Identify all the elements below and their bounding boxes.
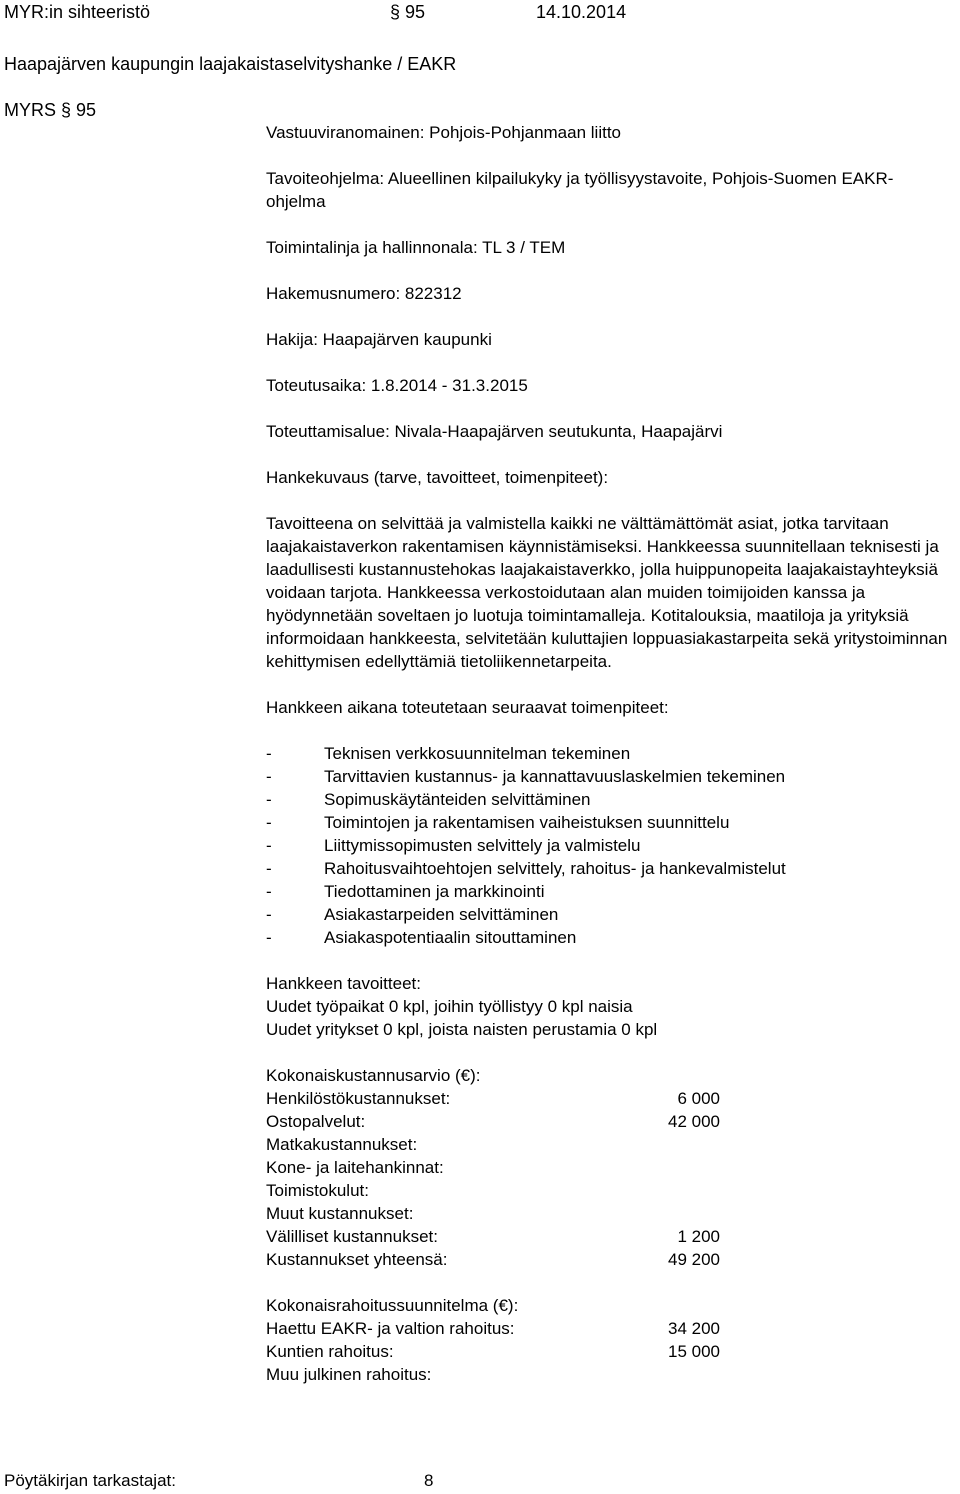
line-field: Toimintalinja ja hallinnonala: TL 3 / TEM <box>266 238 566 257</box>
list-item <box>266 742 952 765</box>
list-item-text: Asiakaspotentiaalin sitouttaminen <box>324 928 577 947</box>
list-dash: - <box>266 928 272 947</box>
list-item <box>266 765 952 788</box>
description-text: Tavoitteena on selvittää ja valmistella kaikki ne välttämättömät asiat, jotka tarvitaan laajakaistaverkon rakentamisen käynnistämiseksi. Hankkeessa suunnitellaan teknisesti ja laadullisesti kustannustehokas laajakaistaverkko, jolla huippunopeita laajakaistayhteyksiä voidaan tarjota. Hankkeessa verkostoidutaan alan muiden toimijoiden kanssa ja hyödynnetään soveltaen jo luotuja toimintamalleja. Kotitalouksia, maatiloja ja yrityksiä informoidaan hankkeesta, selvitetään kuluttajien loppuasiakastarpeita sekä yritystoiminnan kehittymisen edellyttämiä tietoliikennetarpeita. <box>266 514 948 671</box>
goals-companies: Uudet yritykset 0 kpl, joista naisten perustamia 0 kpl <box>266 1020 658 1039</box>
table-row <box>266 1248 952 1271</box>
area-field: Toteuttamisalue: Nivala-Haapajärven seutukunta, Haapajärvi <box>266 422 723 441</box>
table-row <box>266 1087 952 1110</box>
applicant-field: Hakija: Haapajärven kaupunki <box>266 330 492 349</box>
row-value: 6 000 <box>677 1089 720 1108</box>
page-footer <box>4 1469 434 1492</box>
row-label: Haettu EAKR- ja valtion rahoitus: <box>266 1319 515 1338</box>
row-label: Kuntien rahoitus: <box>266 1342 394 1361</box>
table-row <box>266 1317 952 1340</box>
list-item <box>266 926 952 949</box>
list-item-text: Liittymissopimusten selvittely ja valmistelu <box>324 836 641 855</box>
list-item <box>266 788 952 811</box>
table-row <box>266 1110 952 1133</box>
row-label: Toimistokulut: <box>266 1181 369 1200</box>
description-heading: Hankekuvaus (tarve, tavoitteet, toimenpiteet): <box>266 468 609 487</box>
table-row <box>266 1340 952 1363</box>
programme-field: Tavoiteohjelma: Alueellinen kilpailukyky ja työllisyystavoite, Pohjois-Suomen EAKR-ohjelma <box>266 169 894 211</box>
table-row <box>266 1133 952 1156</box>
list-dash: - <box>266 836 272 855</box>
goals-heading: Hankkeen tavoitteet: <box>266 974 421 993</box>
table-row <box>266 1202 952 1225</box>
row-label: Muu julkinen rahoitus: <box>266 1365 432 1384</box>
table-row <box>266 1225 952 1248</box>
period-field: Toteutusaika: 1.8.2014 - 31.3.2015 <box>266 376 528 395</box>
list-dash: - <box>266 905 272 924</box>
row-label: Henkilöstökustannukset: <box>266 1089 451 1108</box>
myrs-reference: MYRS § 95 <box>4 100 97 120</box>
goals-jobs: Uudet työpaikat 0 kpl, joihin työllistyy 0 kpl naisia <box>266 997 633 1016</box>
list-item <box>266 880 952 903</box>
row-value: 34 200 <box>668 1319 720 1338</box>
list-dash: - <box>266 767 272 786</box>
document-body <box>266 121 952 1386</box>
list-item <box>266 857 952 880</box>
costs-heading: Kokonaiskustannusarvio (€): <box>266 1066 481 1085</box>
page-number: 8 <box>424 1471 434 1490</box>
row-value: 49 200 <box>668 1250 720 1269</box>
list-dash: - <box>266 790 272 809</box>
list-item <box>266 834 952 857</box>
footer-label: Pöytäkirjan tarkastajat: <box>4 1471 176 1490</box>
document-header <box>4 0 944 24</box>
table-row <box>266 1363 952 1386</box>
list-dash: - <box>266 859 272 878</box>
list-dash: - <box>266 882 272 901</box>
row-label: Kustannukset yhteensä: <box>266 1250 448 1269</box>
list-item-text: Asiakastarpeiden selvittäminen <box>324 905 559 924</box>
list-dash: - <box>266 813 272 832</box>
list-item-text: Sopimuskäytänteiden selvittäminen <box>324 790 591 809</box>
document-subject: Haapajärven kaupungin laajakaistaselvityshanke / EAKR <box>4 54 457 74</box>
row-value: 1 200 <box>677 1227 720 1246</box>
list-dash: - <box>266 744 272 763</box>
row-label: Ostopalvelut: <box>266 1112 366 1131</box>
application-number-field: Hakemusnumero: 822312 <box>266 284 462 303</box>
list-item <box>266 903 952 926</box>
measures-heading: Hankkeen aikana toteutetaan seuraavat toimenpiteet: <box>266 698 669 717</box>
organization-name: MYR:in sihteeristö <box>4 2 151 22</box>
row-value: 15 000 <box>668 1342 720 1361</box>
authority-field: Vastuuviranomainen: Pohjois-Pohjanmaan liitto <box>266 123 621 142</box>
costs-table <box>266 1087 952 1271</box>
table-row <box>266 1179 952 1202</box>
list-item-text: Teknisen verkkosuunnitelman tekeminen <box>324 744 631 763</box>
row-label: Muut kustannukset: <box>266 1204 414 1223</box>
section-number: § 95 <box>390 2 426 22</box>
list-item-text: Tiedottaminen ja markkinointi <box>324 882 545 901</box>
funding-table <box>266 1317 952 1386</box>
list-item-text: Rahoitusvaihtoehtojen selvittely, rahoitus- ja hankevalmistelut <box>324 859 786 878</box>
row-label: Välilliset kustannukset: <box>266 1227 438 1246</box>
row-label: Matkakustannukset: <box>266 1135 418 1154</box>
list-item <box>266 811 952 834</box>
table-row <box>266 1156 952 1179</box>
measures-list <box>266 742 952 949</box>
meeting-date: 14.10.2014 <box>536 2 627 22</box>
funding-heading: Kokonaisrahoitussuunnitelma (€): <box>266 1296 519 1315</box>
list-item-text: Toimintojen ja rakentamisen vaiheistuksen suunnittelu <box>324 813 730 832</box>
row-value: 42 000 <box>668 1112 720 1131</box>
row-label: Kone- ja laitehankinnat: <box>266 1158 444 1177</box>
list-item-text: Tarvittavien kustannus- ja kannattavuuslaskelmien tekeminen <box>324 767 786 786</box>
